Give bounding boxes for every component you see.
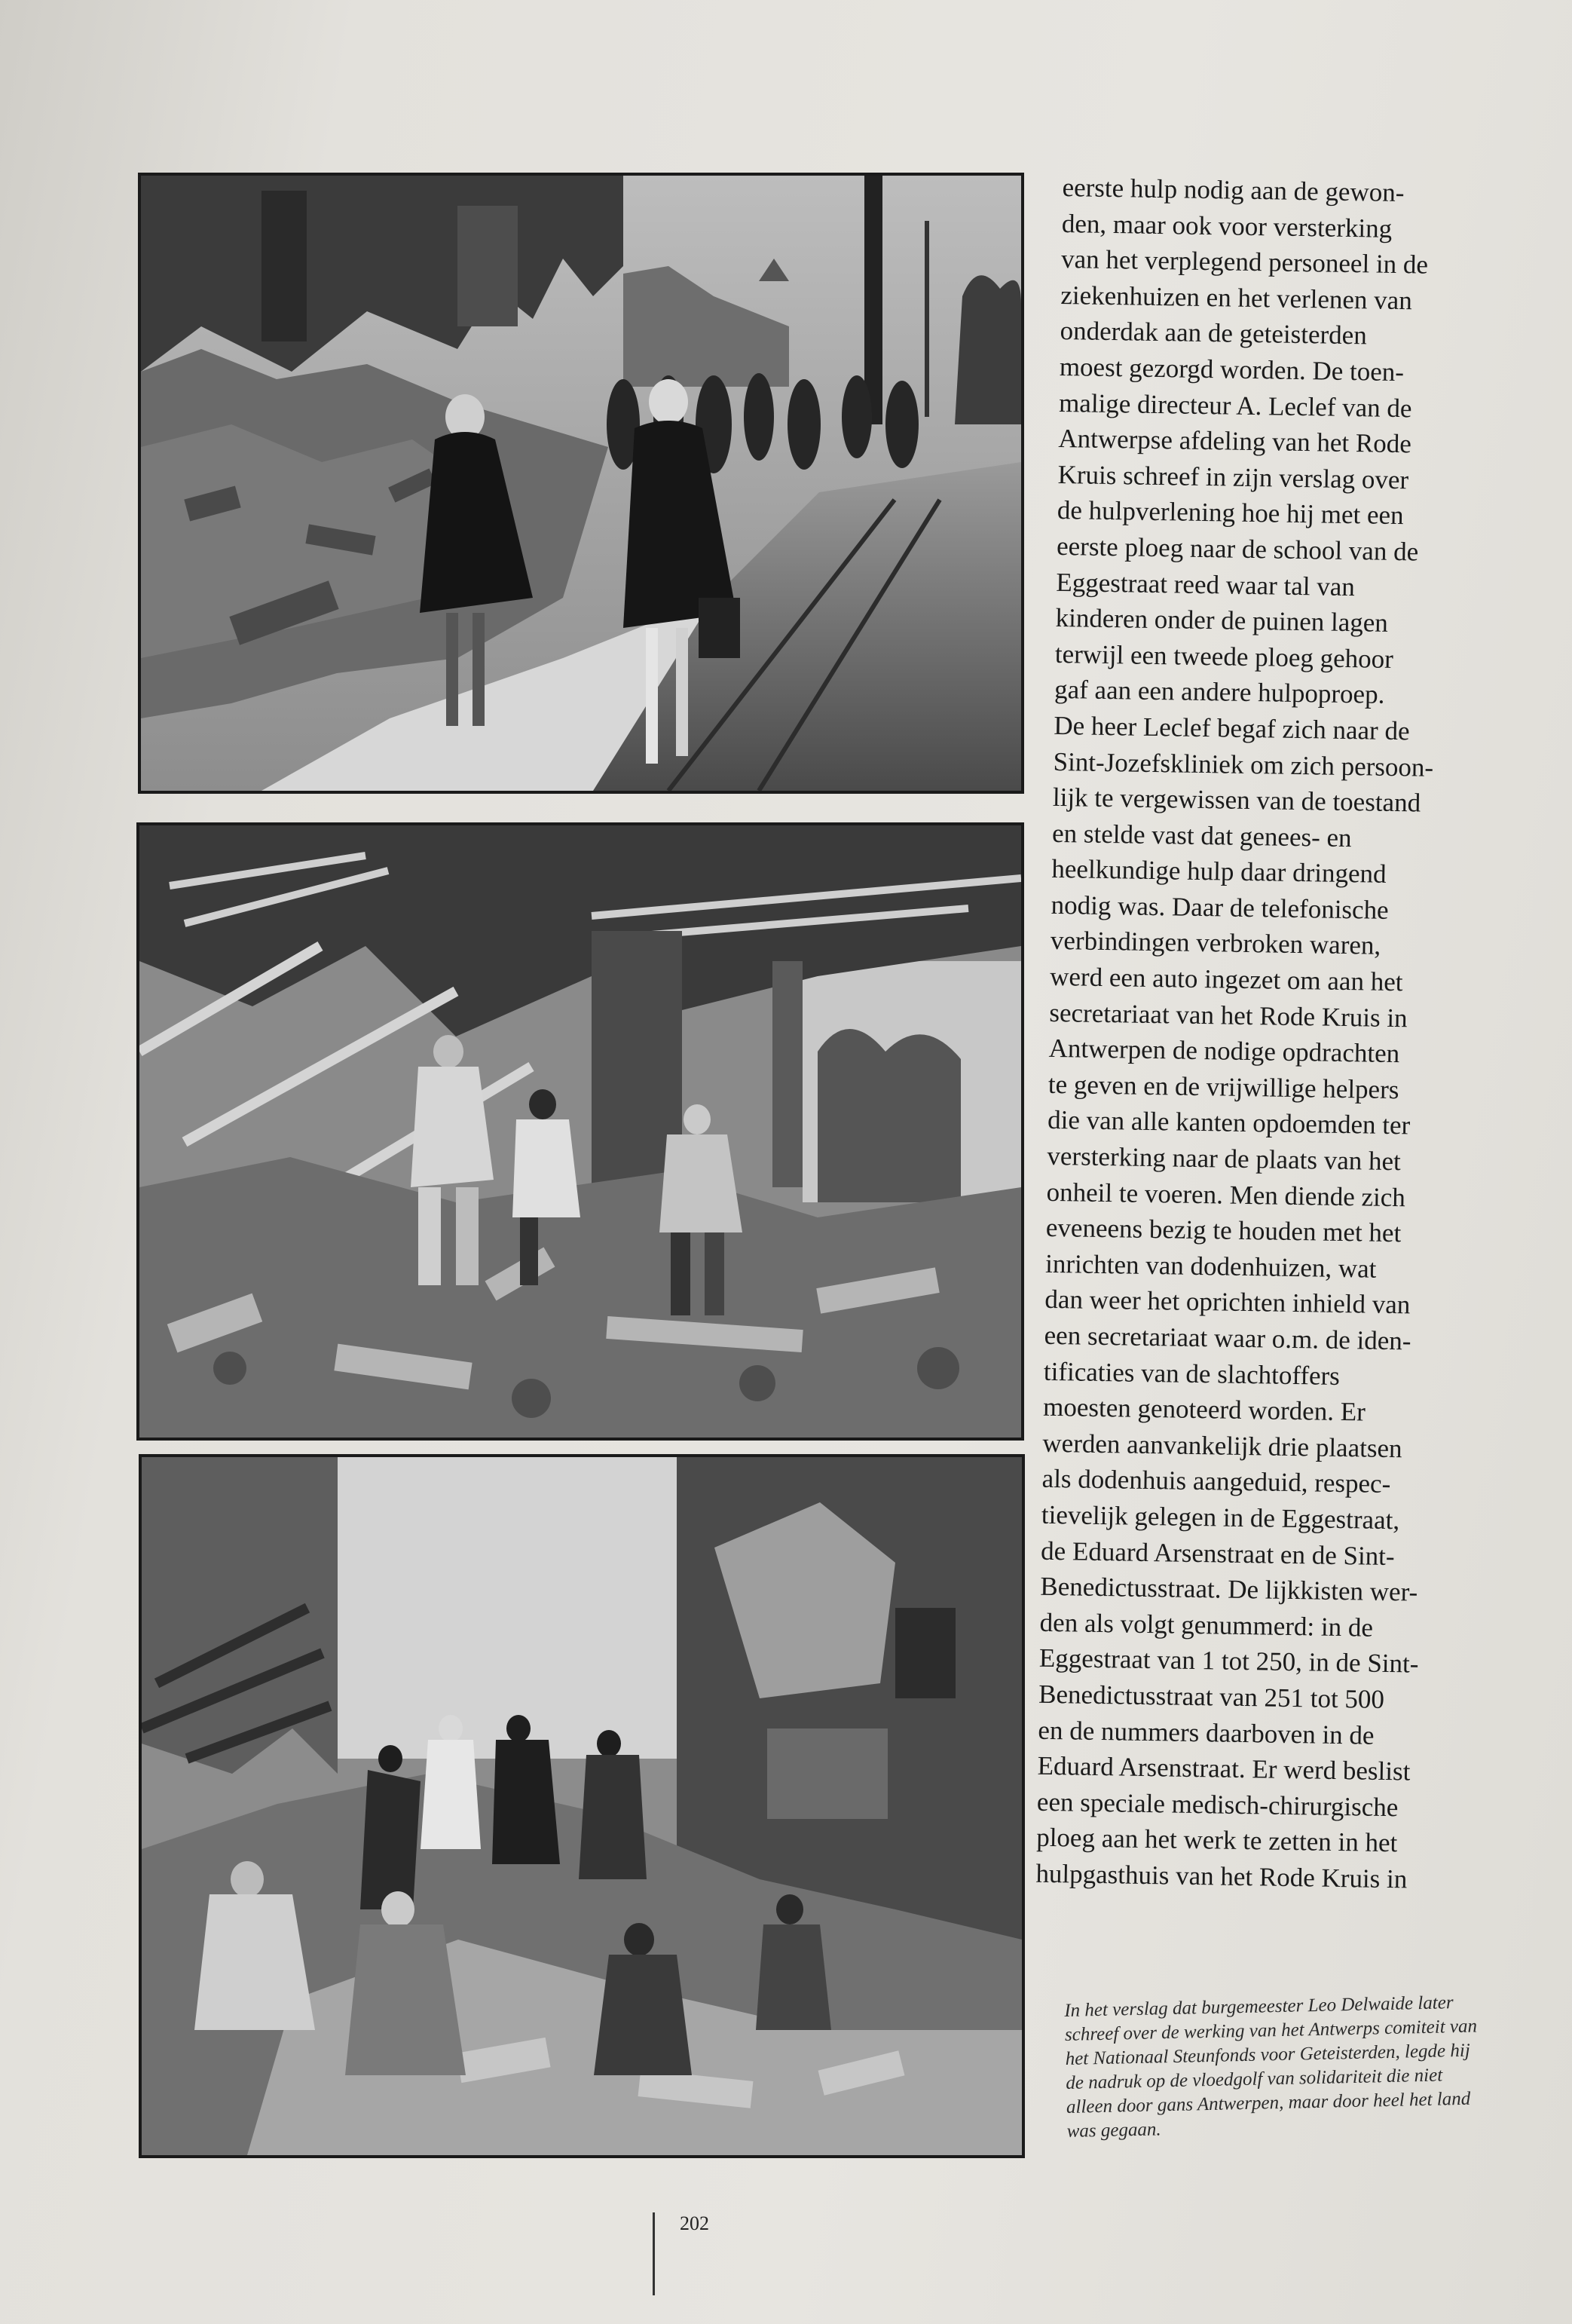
body-text-line: nodig was. Daar de telefonische xyxy=(1051,889,1389,925)
caption-line: het Nationaal Steunfonds voor Geteisterden, legde hij xyxy=(1065,2040,1471,2069)
body-text-line: tificaties van de slachtoffers xyxy=(1043,1356,1341,1391)
body-text-line: Eggestraat reed waar tal van xyxy=(1056,567,1356,602)
photo-rescuers-searching-ruins xyxy=(139,1454,1025,2158)
body-text-line: eveneens bezig te houden met het xyxy=(1045,1213,1402,1248)
body-text-line: malige directeur A. Leclef van de xyxy=(1058,387,1412,423)
body-text-line: terwijl een tweede ploeg gehoor xyxy=(1054,638,1394,674)
photo-women-walking-rubble-street xyxy=(138,173,1024,794)
body-text-line: Antwerpse afdeling van het Rode xyxy=(1058,424,1412,459)
body-text-line: den als volgt genummerd: in de xyxy=(1039,1607,1374,1643)
body-text-line: tievelijk gelegen in de Eggestraat, xyxy=(1041,1499,1400,1536)
body-text-line: secretariaat van het Rode Kruis in xyxy=(1049,997,1408,1033)
body-text-line: die van alle kanten opdoemden ter xyxy=(1047,1105,1411,1141)
body-text-line: eerste hulp nodig aan de gewon- xyxy=(1062,172,1405,208)
photo-caption xyxy=(1064,1990,1512,2144)
body-text-line: verbindingen verbroken waren, xyxy=(1050,926,1381,961)
body-text-line: de Eduard Arsenstraat en de Sint- xyxy=(1040,1536,1395,1571)
body-text-line: ploeg aan het werk te zetten in het xyxy=(1035,1823,1398,1858)
body-text-line: lijk te vergewissen van de toestand xyxy=(1052,782,1421,818)
body-text-line: en de nummers daarboven in de xyxy=(1038,1715,1375,1750)
caption-line: was gegaan. xyxy=(1066,2119,1161,2142)
caption-line: alleen door gans Antwerpen, maar door heel het land xyxy=(1066,2088,1471,2117)
body-text-line: van het verplegend personeel in de xyxy=(1060,244,1429,280)
body-text-line: onderdak aan de geteisterden xyxy=(1060,316,1368,351)
body-text-line: de hulpverlening hoe hij met een xyxy=(1057,495,1404,531)
body-text-line: onheil te voeren. Men diende zich xyxy=(1046,1177,1406,1212)
body-text-line: ziekenhuizen en het verlenen van xyxy=(1060,280,1413,316)
body-text-line: Benedictusstraat van 251 tot 500 xyxy=(1038,1679,1385,1714)
body-text-line: kinderen onder de puinen lagen xyxy=(1055,603,1389,638)
body-text-line: Antwerpen de nodige opdrachten xyxy=(1048,1033,1400,1069)
body-text-line: Eggestraat van 1 tot 250, in de Sint- xyxy=(1038,1643,1419,1679)
body-text-line: Benedictusstraat. De lijkkisten wer- xyxy=(1040,1571,1418,1607)
body-text-line: Sint-Jozefskliniek om zich persoon- xyxy=(1053,746,1434,782)
caption-line: schreef over de werking van het Antwerps comiteit van xyxy=(1064,2016,1478,2045)
body-text-line: gaf aan een andere hulpoproep. xyxy=(1054,675,1385,710)
body-text-line: een secretariaat waar o.m. de iden- xyxy=(1044,1320,1411,1356)
body-text-line: Kruis schreef in zijn verslag over xyxy=(1057,459,1409,495)
body-text-line: dan weer het oprichten inhield van xyxy=(1044,1284,1411,1320)
page-number-divider xyxy=(653,2212,655,2295)
body-text-line: hulpgasthuis van het Rode Kruis in xyxy=(1035,1858,1408,1894)
body-text-line: De heer Leclef begaf zich naar de xyxy=(1054,710,1410,746)
body-text-line: moest gezorgd worden. De toen- xyxy=(1059,351,1405,387)
body-text-line: werden aanvankelijk drie plaatsen xyxy=(1042,1428,1402,1464)
body-text-line: den, maar ook voor versterking xyxy=(1061,208,1393,243)
caption-line: de nadruk op de vloedgolf van solidariteit die niet xyxy=(1066,2065,1443,2093)
body-text-line: moesten genoteerd worden. Er xyxy=(1042,1392,1366,1427)
body-text-line: Eduard Arsenstraat. Er werd beslist xyxy=(1037,1750,1411,1787)
caption-line: In het verslag dat burgemeester Leo Delwaide later xyxy=(1064,1992,1454,2021)
body-text-line: heelkundige hulp daar dringend xyxy=(1051,854,1387,889)
body-text-line: inrichten van dodenhuizen, wat xyxy=(1044,1248,1377,1284)
body-text-line: eerste ploeg naar de school van de xyxy=(1056,531,1419,567)
photo-workers-collapsed-building xyxy=(136,822,1024,1441)
body-text-line: te geven en de vrijwillige helpers xyxy=(1047,1069,1399,1105)
body-text-line: als dodenhuis aangeduid, respec- xyxy=(1041,1464,1391,1499)
page-number: 202 xyxy=(680,2212,709,2234)
body-text-line: een speciale medisch-chirurgische xyxy=(1036,1787,1399,1822)
body-text-line: werd een auto ingezet om aan het xyxy=(1049,961,1403,997)
body-text-line: en stelde vast dat genees- en xyxy=(1051,818,1352,853)
body-text-column xyxy=(1035,170,1522,1899)
body-text-line: versterking naar de plaats van het xyxy=(1047,1141,1402,1177)
